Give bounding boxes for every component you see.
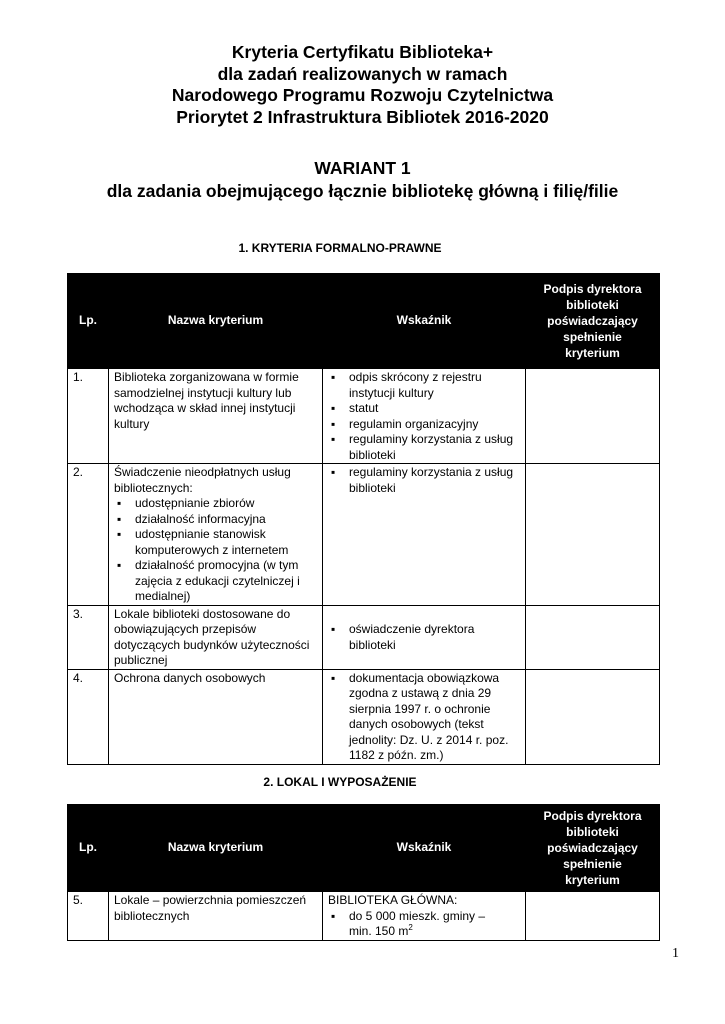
row-indicators [323, 464, 526, 606]
table-header-row [68, 274, 660, 369]
indicator-item [328, 909, 520, 940]
row-indicators [323, 369, 526, 464]
row-lp: 1. [68, 369, 109, 464]
page-number: 1 [672, 946, 679, 961]
row-criterion-name [109, 464, 323, 606]
header-podpis-line: spełnienie [563, 857, 622, 871]
header-wskaznik: Wskaźnik [323, 274, 526, 369]
header-podpis-line: Podpis dyrektora [543, 809, 642, 823]
criterion-subitem: ▪ działalność informacyjna [114, 512, 317, 528]
header-podpis-line: poświadczający [547, 841, 638, 855]
row-indicators [323, 669, 526, 764]
criterion-subitem: ▪ udostępnianie zbiorów [114, 496, 317, 512]
section-2-heading: 2. LOKAL I WYPOSAŻENIE [263, 775, 417, 789]
row-signature-cell[interactable] [526, 892, 660, 941]
row-signature-cell[interactable] [526, 369, 660, 464]
indicator-item: ▪ regulaminy korzystania z usług biblioteki [328, 465, 520, 496]
section-1-heading: 1. KRYTERIA FORMALNO-PRAWNE [238, 241, 442, 255]
header-podpis [526, 274, 660, 369]
header-nazwa: Nazwa kryterium [109, 274, 323, 369]
criterion-subitem: ▪ udostępnianie stanowisk komputerowych z internetem [114, 527, 317, 558]
row-criterion-name: Lokale – powierzchnia pomieszczeń bibliotecznych [109, 892, 323, 941]
indicator-item-text-cont: min. 150 m [349, 924, 409, 938]
row-signature-cell[interactable] [526, 464, 660, 606]
indicator-item: ▪ regulaminy korzystania z usług biblioteki [328, 432, 520, 463]
title-line-4: Priorytet 2 Infrastruktura Bibliotek 2016-2020 [176, 106, 549, 127]
variant-subheading: dla zadania obejmującego łącznie bibliotekę główną i filię/filie [106, 181, 619, 201]
header-podpis-line: spełnienie [563, 330, 622, 344]
variant-heading: WARIANT 1 [314, 158, 411, 178]
criteria-table-1 [67, 273, 660, 765]
row-indicators [323, 892, 526, 941]
title-line-3: Narodowego Programu Rozwoju Czytelnictwa [171, 85, 554, 105]
row-lp: 4. [68, 669, 109, 764]
criterion-subitem: ▪ działalność promocyjna (w tym zajęcia z edukacji czytelniczej i medialnej) [114, 558, 317, 605]
header-podpis [526, 805, 660, 892]
header-wskaznik: Wskaźnik [323, 805, 526, 892]
document-title [0, 42, 725, 128]
header-nazwa: Nazwa kryterium [109, 805, 323, 892]
table-row [68, 605, 660, 669]
header-lp: Lp. [68, 274, 109, 369]
header-podpis-line: Podpis dyrektora [543, 282, 642, 296]
row-signature-cell[interactable] [526, 605, 660, 669]
header-podpis-line: kryterium [565, 873, 620, 887]
row-criterion-name: Ochrona danych osobowych [109, 669, 323, 764]
indicator-item: ▪ dokumentacja obowiązkowa zgodna z ustawą z dnia 29 sierpnia 1997 r. o ochronie danych osobowych (tekst jednolity: Dz. U. z 2014 r. poz. 1182 z późn. zm.) [328, 671, 520, 764]
table-row [68, 669, 660, 764]
row-criterion-name: Lokale biblioteki dostosowane do obowiązujących przepisów dotyczących budynków użyteczności publicznej [109, 605, 323, 669]
indicator-item-text: do 5 000 mieszk. gminy – [349, 908, 486, 923]
unit-superscript: 2 [408, 923, 413, 932]
row-lp: 5. [68, 892, 109, 941]
header-podpis-line: biblioteki [566, 825, 619, 839]
criteria-table-2 [67, 804, 660, 941]
indicator-item: ▪ odpis skrócony z rejestru instytucji kultury [328, 370, 520, 401]
row-lp: 2. [68, 464, 109, 606]
indicator-item: ▪ statut [328, 401, 520, 417]
header-podpis-line: kryterium [565, 346, 620, 360]
header-podpis-line: biblioteki [566, 298, 619, 312]
header-podpis-line: poświadczający [547, 314, 638, 328]
criterion-name-text: Świadczenie nieodpłatnych usług bibliotecznych: [114, 465, 291, 495]
row-criterion-name: Biblioteka zorganizowana w formie samodzielnej instytucji kultury lub wchodząca w skład innej instytucji kultury [109, 369, 323, 464]
table-row [68, 892, 660, 941]
row-signature-cell[interactable] [526, 669, 660, 764]
indicator-label: BIBLIOTEKA GŁÓWNA: [328, 893, 458, 907]
row-indicators [323, 605, 526, 669]
header-lp: Lp. [68, 805, 109, 892]
table-row [68, 369, 660, 464]
indicator-item: ▪ regulamin organizacyjny [328, 417, 520, 433]
variant-heading-block [0, 157, 725, 203]
title-line-1: Kryteria Certyfikatu Biblioteka+ [231, 42, 494, 62]
indicator-item: ▪ oświadczenie dyrektora biblioteki [328, 622, 520, 653]
row-lp: 3. [68, 605, 109, 669]
table-header-row [68, 805, 660, 892]
title-line-2: dla zadań realizowanych w ramach [217, 63, 508, 84]
table-row [68, 464, 660, 606]
